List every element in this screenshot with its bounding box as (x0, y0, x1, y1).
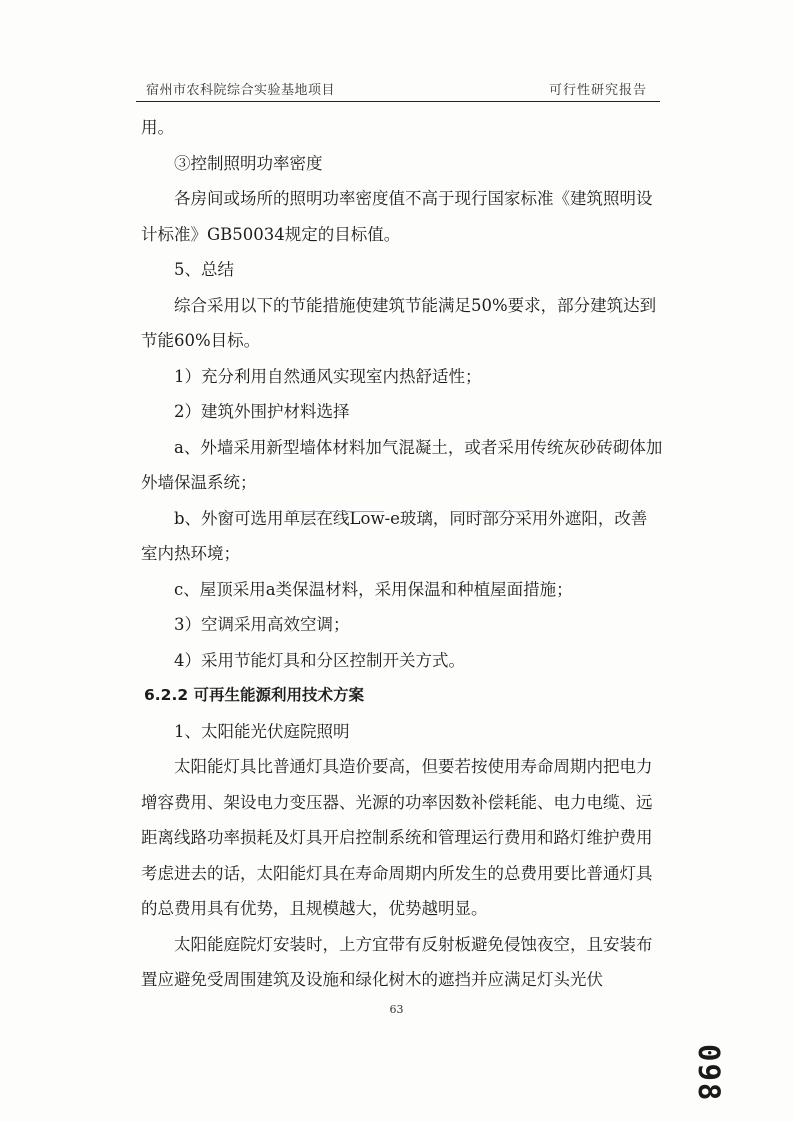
header-report-type: 可行性研究报告 (549, 83, 648, 98)
page-number: 63 (389, 1003, 404, 1016)
paragraph-solar-installation: 太阳能庭院灯安装时，上方宜带有反射板避免侵蚀夜空，且安装布置应避免受周围建筑及设施和绿化树木的遮挡并应满足灯头光伏 (141, 934, 653, 989)
paragraph-summary: 综合采用以下的节能措施使建筑节能满足50%要求，部分建筑达到节能60%目标。 (141, 295, 657, 350)
header-project-title: 宿州市农科院综合实验基地项目 (146, 83, 336, 98)
list-item-air-conditioning: 3）空调采用高效空调； (174, 615, 350, 634)
paragraph-continuation: 用。 (141, 118, 174, 137)
paragraph-lighting-standard: 各房间或场所的照明功率密度值不高于现行国家标准《建筑照明设计标准》GB50034规定的目标值。 (141, 189, 653, 244)
list-item-walls: a、外墙采用新型墙体材料加气混凝土，或者采用传统灰砂砖砌体加外墙保温系统； (141, 437, 663, 492)
body-text (141, 110, 663, 998)
pen-underline-mark (458, 511, 540, 512)
subsection-summary: 5、总结 (174, 260, 234, 279)
list-item-ventilation: 1）充分利用自然通风实现室内热舒适性； (174, 366, 482, 386)
list-item-roof: c、屋顶采用a类保温材料，采用保温和种植屋面措施； (174, 579, 573, 599)
header-divider (136, 101, 660, 102)
subsection-lighting-density: ③控制照明功率密度 (174, 153, 323, 173)
list-item-windows: b、外窗可选用单层在线Low-e玻璃，同时部分采用外遮阳，改善室内热环境； (141, 508, 648, 563)
section-heading-renewable-energy: 6.2.2 可再生能源利用技术方案 (144, 686, 365, 704)
subsection-solar-lighting: 1、太阳能光伏庭院照明 (174, 721, 350, 741)
paragraph-solar-cost: 太阳能灯具比普通灯具造价要高，但要若按使用寿命周期内把电力增容费用、架设电力变压器、光源的功率因数补偿耗能、电力电缆、远距离线路功率损耗及灯具开启控制系统和管理运行费用和路灯维护费用考虑进去的话，太阳能灯具在寿命周期内所发生的总费用要比普通灯具的总费用具有优势，且规模越大，优势越明显。 (141, 757, 653, 918)
list-item-lighting-control: 4）采用节能灯具和分区控制开关方式。 (174, 650, 465, 670)
archive-stamp-number: 098 (692, 1044, 726, 1103)
pen-underline-mark (286, 511, 384, 512)
list-item-envelope: 2）建筑外围护材料选择 (174, 402, 350, 421)
